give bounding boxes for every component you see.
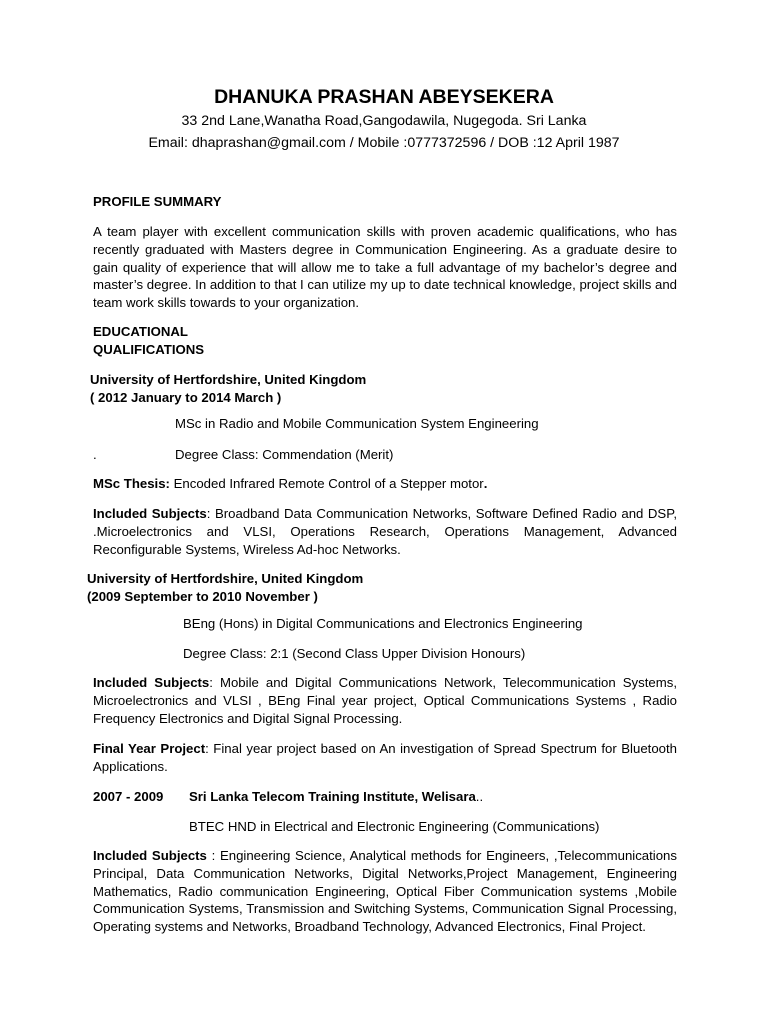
btec-subjects-label: Included Subjects [93, 848, 207, 863]
beng-subjects [93, 674, 677, 727]
msc-degree-class: Degree Class: Commendation (Merit) [175, 447, 394, 462]
education-heading [93, 323, 204, 359]
candidate-name: DHANUKA PRASHAN ABEYSEKERA [214, 86, 554, 108]
btec-subjects-text: : Engineering Science, Analytical methods for Engineers, ,Telecommunications Principal, Data Communication Networks, Digital Networks,Project Management, Engineering Mathematics, Radio communication Engineering, Optical Fiber Communication systems ,Mobile Communication Systems, Transmission and Switching Systems, Communication Signal Processing, Operating systems and Networks, Broadband Technology, Advanced Electronics, Final Project. [93, 848, 677, 935]
beng-degree: BEng (Hons) in Digital Communications and Electronics Engineering [183, 616, 583, 631]
beng-degree-class: Degree Class: 2:1 (Second Class Upper Division Honours) [183, 646, 526, 661]
profile-summary-text: A team player with excellent communication skills with proven academic qualifications, who has recently graduated with Masters degree in Communication Engineering. As a graduate desire to gain quality of experience that will allow me to take a full advantage of my bachelor’s degree and master’s degree. In addition to that I can utilize my up to date technical knowledge, project skills and team work skills towards to your organization. [93, 224, 677, 311]
address-line: 33 2nd Lane,Wanatha Road,Gangodawila, Nugegoda. Sri Lanka [181, 113, 587, 129]
btec-institution-tail: .. [475, 789, 484, 804]
beng-institution-block [87, 570, 363, 606]
msc-thesis-end: . [483, 476, 488, 491]
contact-line: Email: dhaprashan@gmail.com / Mobile :0777372596 / DOB :12 April 1987 [148, 135, 620, 151]
education-heading-line1: EDUCATIONAL [93, 324, 188, 339]
msc-thesis-label: MSc Thesis: [93, 476, 170, 491]
btec-institution: Sri Lanka Telecom Training Institute, Welisara [189, 789, 476, 804]
profile-summary-heading: PROFILE SUMMARY [93, 194, 222, 209]
msc-class-bullet: . [93, 447, 97, 462]
beng-period: (2009 September to 2010 November ) [87, 588, 318, 604]
msc-period: ( 2012 January to 2014 March ) [90, 389, 282, 405]
beng-project-label: Final Year Project [93, 741, 206, 756]
beng-institution: University of Hertfordshire, United Kingdom [87, 571, 364, 586]
msc-subjects [93, 505, 677, 558]
btec-subjects [93, 847, 677, 936]
beng-final-project [93, 740, 677, 776]
msc-thesis-text: Encoded Infrared Remote Control of a Stepper motor [169, 476, 484, 491]
btec-years: 2007 - 2009 [93, 789, 164, 804]
beng-project-text: : Final year project based on An investigation of Spread Spectrum for Bluetooth Applications. [93, 741, 677, 774]
msc-institution-block [90, 371, 366, 407]
btec-degree: BTEC HND in Electrical and Electronic Engineering (Communications) [189, 819, 600, 834]
education-heading-line2: QUALIFICATIONS [93, 341, 205, 357]
beng-subjects-text: : Mobile and Digital Communications Network, Telecommunication Systems, Microelectronics and VLSI , BEng Final year project, Optical Communications Systems , Radio Frequency Electronics and Digital Signal Processing. [93, 675, 677, 726]
btec-institution-line [189, 788, 483, 806]
msc-degree: MSc in Radio and Mobile Communication System Engineering [175, 416, 539, 431]
msc-institution: University of Hertfordshire, United Kingdom [90, 372, 367, 387]
msc-thesis [93, 475, 487, 493]
beng-subjects-label: Included Subjects [93, 675, 210, 690]
msc-subjects-text: : Broadband Data Communication Networks, Software Defined Radio and DSP, .Microelectronics and VLSI, Operations Research, Operations Management, Advanced Reconfigurable Systems, Wireless Ad-hoc Networks. [93, 506, 677, 557]
msc-subjects-label: Included Subjects [93, 506, 207, 521]
